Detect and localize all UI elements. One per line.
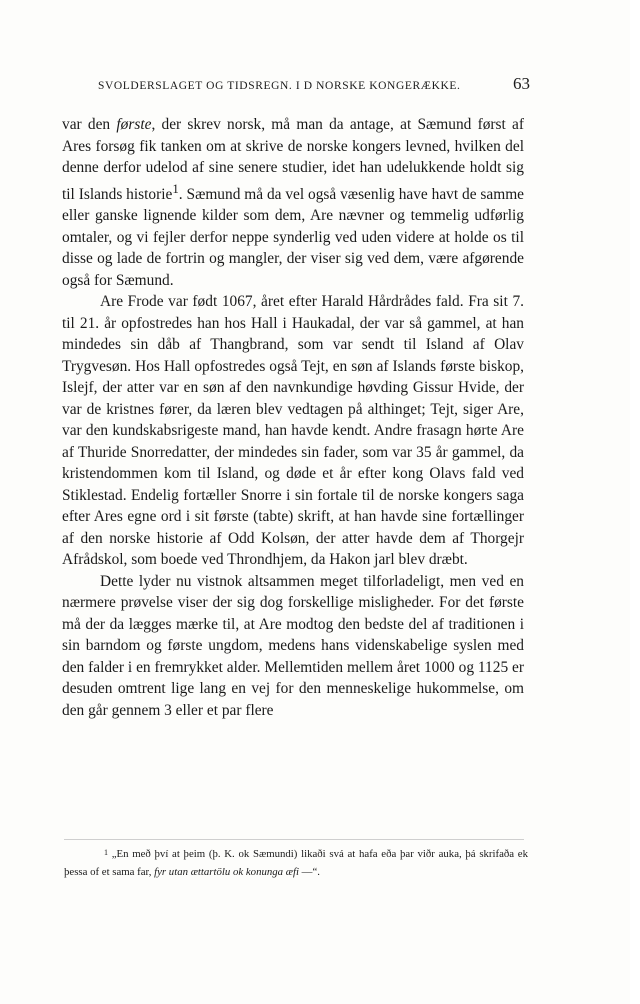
footnote (64, 844, 528, 881)
footnote-mark: 1 (104, 848, 108, 857)
paragraph-1-middle: , der skrev norsk, må man da antage, at Sæmund først af Ares forsøg fik tanken om at skrive de norske kongers levned, hvilken del denne derfor udelod af sine senere studier, idet han udelukkende holdt sig til Islands historie (62, 116, 524, 203)
footnote-emphasis: fyr utan ættartölu ok konunga æfi (154, 866, 299, 878)
footnote-divider (64, 839, 524, 840)
body-text (62, 114, 524, 834)
paragraph-2: Are Frode var født 1067, året efter Harald Hårdrådes fald. Fra sit 7. til 21. år opfostredes han hos Hall i Haukadal, der var så gammel, at han mindedes sin dåb af Thangbrand, som var sendt til Island af Olav Trygvesøn. Hos Hall opfostredes også Tejt, en søn af Islands første biskop, Islejf, der atter var en søn af den navnkundige høvding Gissur Hvide, der var de kristnes fører, da læren blev vedtagen på althinget; Tejt, siger Are, var den kundskabsrigeste mand, han havde kendt. Andre frasagn hørte Are af Thuride Snorredatter, der mindedes sin fader, som var 35 år gammel, da kristendommen kom til Island, og døde et år efter kong Olavs fald ved Stiklestad. Endelig fortæller Snorre i sin fortale til de norske kongers saga efter Ares egne ord i sit første (tabte) skrift, at han havde sine fortællinger af den norske historie af Odd Kolsøn, der atter havde dem af Thorgejr Afrådskol, som boede ved Throndhjem, da Hakon jarl blev dræbt. (62, 293, 524, 569)
page-number: 63 (513, 74, 530, 93)
emphasis-forste: første (116, 116, 152, 133)
paragraph-1-start: var den (62, 116, 117, 133)
paragraph-1 (62, 114, 524, 291)
paragraph-3: Dette lyder nu vistnok altsammen meget tilforladeligt, men ved en nærmere prøvelse viser der sig dog forskellige misligheder. For det første må der da lægges mærke til, at Are modtog den bedste del af traditionen i sin barndom og første ungdom, medens hans videnskabelige syslen med den falder i en fremrykket alder. Mellemtiden mellem året 1000 og 1125 er desuden omtrent lige lang en vej for den menneskelige hukommelse, om den går gennem 3 eller et par flere (62, 572, 524, 719)
paragraph-1-end: . Sæmund må da vel også væsenlig have havt de samme eller ganske lignende kilder som dem, Are nævner og temmelig udførlig omtaler, og vi fejler derfor neppe synderlig ved uden videre at holde os til disse og lade de fortrin og mangler, der viser sig ved dem, være afgørende også for Sæmund. (62, 185, 524, 289)
footnote-text-start: „En með því at þeim (þ. K. ok Sæmundi) likaði svá at hafa eða þar viðr auka, þá skrifaða ek þessa of et sama far, (64, 848, 528, 878)
footnote-text-end: —“. (298, 866, 320, 878)
running-title: SVOLDERSLAGET OG TIDSREGN. I D NORSKE KONGERÆKKE. (98, 80, 461, 92)
scan-margin (630, 0, 640, 1004)
footnote-reference: 1 (172, 181, 179, 196)
